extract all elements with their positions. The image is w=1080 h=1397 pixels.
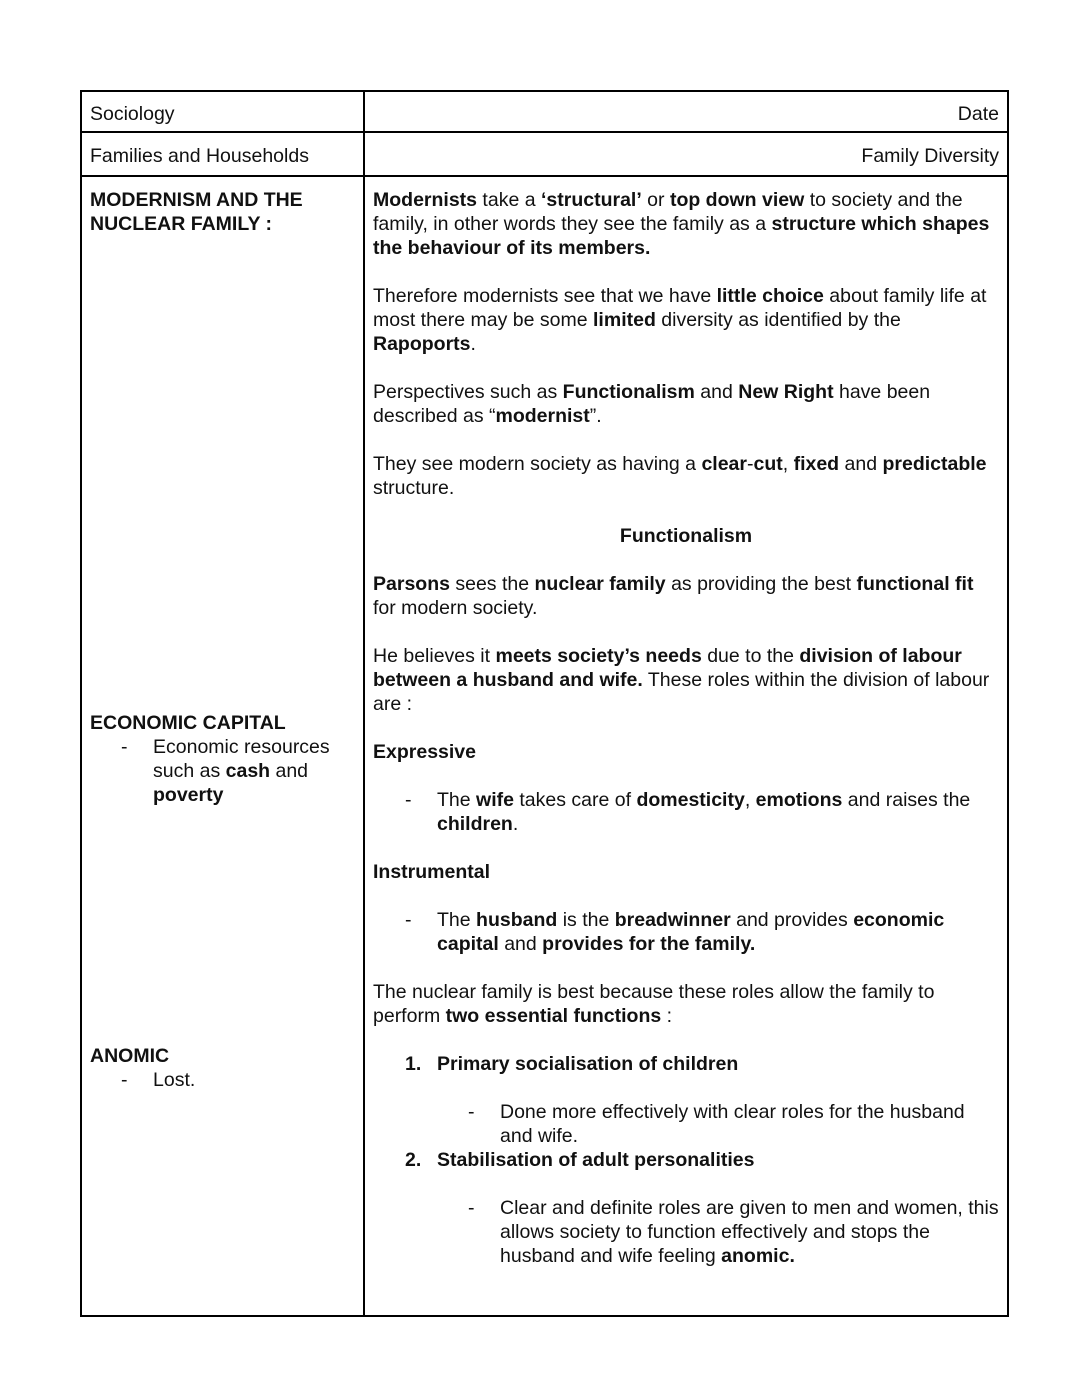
header-row <box>81 91 1008 132</box>
text-run: or <box>641 189 670 211</box>
text-run: , <box>744 789 756 811</box>
bold-run: children <box>437 813 513 835</box>
bold-run: little choice <box>716 285 824 307</box>
topic-row <box>81 132 1008 176</box>
bold-run: emotions <box>755 789 843 811</box>
list-item <box>373 1196 999 1268</box>
function-1-title: Primary socialisation of children <box>437 1053 739 1075</box>
dash-bullet: - <box>468 1197 475 1219</box>
list-item <box>373 1100 999 1148</box>
text-run: The nuclear family is best because these roles allow the family to perform <box>373 981 935 1027</box>
bold-run: ‘structural’ <box>540 189 642 211</box>
bold-run: two essential functions <box>445 1005 662 1027</box>
right-column <box>364 176 1008 1316</box>
heading-economic-capital-text: ECONOMIC CAPITAL <box>90 712 286 734</box>
heading-instrumental-text: Instrumental <box>373 861 491 883</box>
bold-run: meets society’s needs <box>495 645 702 667</box>
paragraph-parsons <box>373 572 999 620</box>
bold-run: economic capital <box>437 909 945 955</box>
bold-run: structure which shapes the behaviour of its members. <box>373 213 990 259</box>
bold-run: Rapoports <box>373 333 471 355</box>
list-item <box>90 1068 355 1092</box>
definition-bold: poverty <box>153 784 224 806</box>
text-run: He believes it <box>373 645 496 667</box>
text-run: . <box>512 813 519 835</box>
subtopic-cell: Family Diversity <box>364 132 1008 176</box>
list-item <box>373 908 999 956</box>
anomic-definition: Lost. <box>153 1069 196 1091</box>
text-run: Therefore modernists see that we have <box>373 285 717 307</box>
number-label: 1. <box>405 1053 422 1075</box>
text-run: and <box>498 933 543 955</box>
text-run: to society and the family, in other words they see the family as a <box>373 189 963 235</box>
numbered-item-1 <box>373 1052 999 1076</box>
bold-run: Modernists <box>373 189 478 211</box>
text-run: and <box>839 453 883 475</box>
bold-run: anomic. <box>721 1245 795 1267</box>
bold-run: wife <box>476 789 514 811</box>
bold-run: top down view <box>669 189 805 211</box>
subject-cell: Sociology <box>81 91 364 132</box>
content-row <box>81 176 1008 1316</box>
text-run: and raises the <box>842 789 971 811</box>
heading-expressive <box>373 740 999 764</box>
number-label: 2. <box>405 1149 422 1171</box>
definition-text: Economic resources such as <box>153 736 330 782</box>
function-2-title: Stabilisation of adult personalities <box>437 1149 755 1171</box>
text-run: and <box>694 381 739 403</box>
text-run: Clear and definite roles are given to men and women, this allows society to function effectively and stops the husband and wife feeling <box>500 1197 999 1267</box>
paragraph-structure <box>373 452 999 500</box>
text-run: have been described as “ <box>373 381 931 427</box>
function-1-description: Done more effectively with clear roles for the husband and wife. <box>500 1101 965 1147</box>
definition-bold: cash <box>225 760 271 782</box>
bold-run: clear <box>701 453 747 475</box>
left-column <box>81 176 364 1316</box>
text-run: The <box>437 909 477 931</box>
bold-run: cut <box>753 453 783 475</box>
bold-run: limited <box>593 309 656 331</box>
text-run: is the <box>557 909 615 931</box>
topic-cell: Families and Households <box>81 132 364 176</box>
text-run: ”. <box>589 405 602 427</box>
text-run: about family life at most there may be some <box>373 285 987 331</box>
heading-anomic <box>90 1044 355 1092</box>
bold-run: modernist <box>495 405 590 427</box>
numbered-item-2 <box>373 1148 999 1172</box>
heading-functionalism <box>373 524 999 548</box>
paragraph-division-of-labour <box>373 644 999 716</box>
text-run: . <box>470 333 476 355</box>
function-2-description <box>500 1196 999 1268</box>
expressive-description <box>437 788 999 836</box>
bold-run: Functionalism <box>562 381 695 403</box>
text-run: due to the <box>701 645 800 667</box>
bold-run: New Right <box>738 381 834 403</box>
paragraph-perspectives <box>373 380 999 428</box>
text-run: They see modern society as having a <box>373 453 702 475</box>
paragraph-two-functions <box>373 980 999 1028</box>
text-run: diversity as identified by the <box>655 309 901 331</box>
dash-bullet: - <box>405 909 412 931</box>
bold-run: predictable <box>882 453 987 475</box>
heading-modernism-text: MODERNISM AND THE NUCLEAR FAMILY : <box>90 189 303 235</box>
heading-economic-capital <box>90 711 355 807</box>
text-run: structure. <box>373 477 455 499</box>
text-run: - <box>746 453 754 475</box>
bold-run: nuclear family <box>534 573 666 595</box>
text-run: for modern society. <box>373 597 538 619</box>
dash-bullet: - <box>121 736 128 758</box>
economic-capital-definition <box>153 735 355 807</box>
text-run: take a <box>477 189 541 211</box>
bold-run: breadwinner <box>614 909 731 931</box>
text-run: sees the <box>449 573 535 595</box>
paragraph-little-choice <box>373 284 999 356</box>
paragraph-modernists <box>373 188 999 260</box>
bold-run: fixed <box>793 453 840 475</box>
bold-run: division of labour between a husband and wife. <box>373 645 962 691</box>
dash-bullet: - <box>468 1101 475 1123</box>
bold-run: husband <box>476 909 558 931</box>
text-run: The <box>437 789 477 811</box>
definition-text: and <box>270 760 309 782</box>
text-run: , <box>782 453 794 475</box>
text-run: These roles within the division of labour are : <box>373 669 990 715</box>
notes-table <box>80 90 1009 1317</box>
heading-anomic-text: ANOMIC <box>90 1045 170 1067</box>
heading-functionalism-text: Functionalism <box>619 525 753 547</box>
bold-run: functional fit <box>856 573 974 595</box>
list-item <box>90 735 355 807</box>
text-run: as providing the best <box>665 573 857 595</box>
bold-run: domesticity <box>636 789 745 811</box>
date-cell: Date <box>364 91 1008 132</box>
text-run: and provides <box>730 909 854 931</box>
dash-bullet: - <box>121 1069 128 1091</box>
dash-bullet: - <box>405 789 412 811</box>
heading-expressive-text: Expressive <box>373 741 476 763</box>
text-run: : <box>661 1005 673 1027</box>
bold-run: provides for the family. <box>542 933 756 955</box>
text-run: Perspectives such as <box>373 381 563 403</box>
bold-run: Parsons <box>373 573 450 595</box>
text-run: takes care of <box>513 789 637 811</box>
heading-modernism <box>90 188 355 236</box>
list-item <box>373 788 999 836</box>
heading-instrumental <box>373 860 999 884</box>
instrumental-description <box>437 908 999 956</box>
